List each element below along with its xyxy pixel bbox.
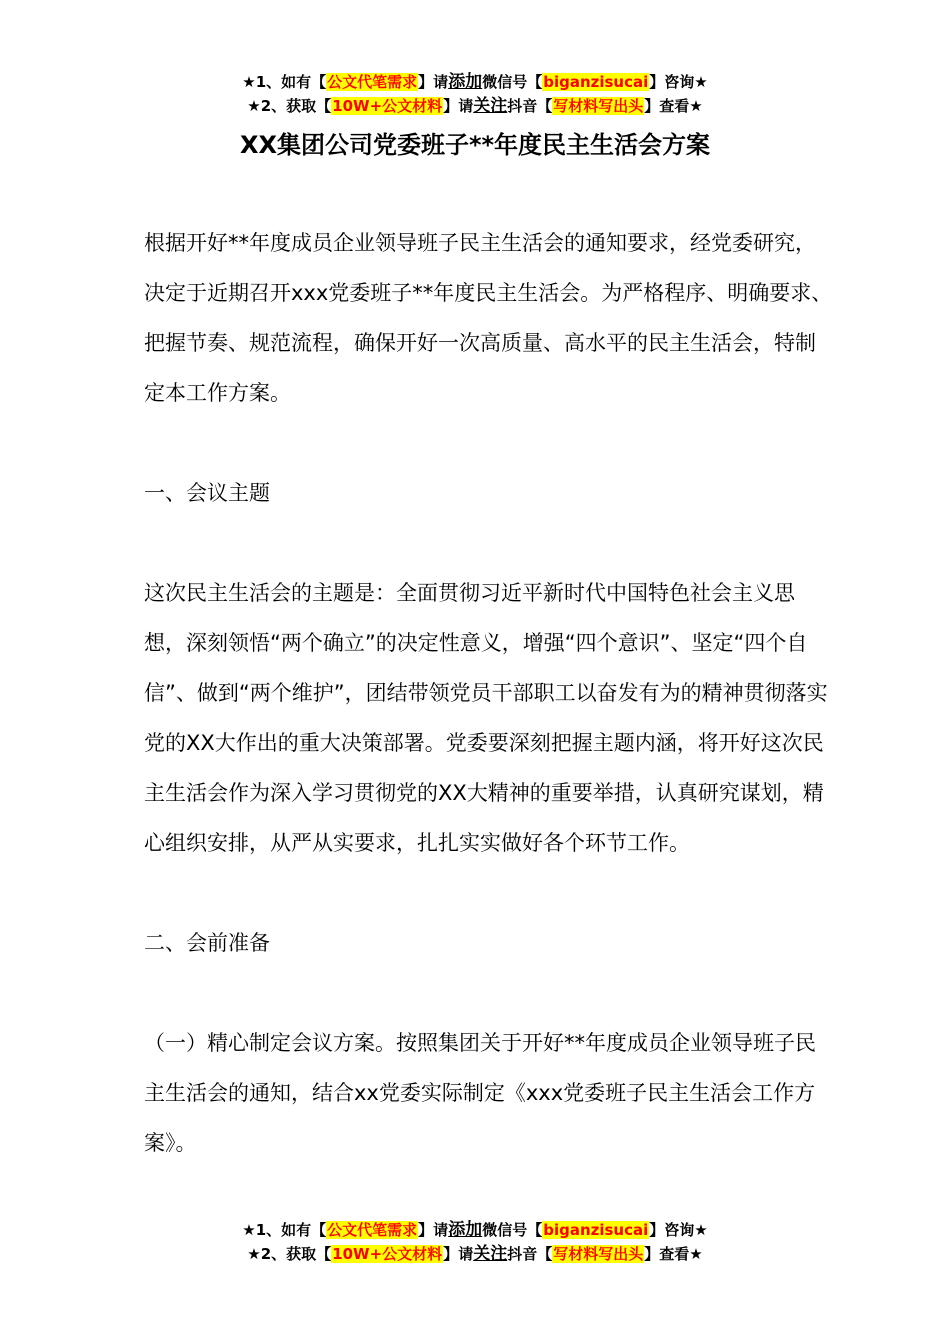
banner-text: 】请 <box>418 1221 449 1239</box>
banner-line-2 <box>0 94 950 118</box>
header-banner <box>0 70 950 118</box>
section-body-theme: 这次民主生活会的主题是：全面贯彻习近平新时代中国特色社会主义思想，深刻领悟“两个确立”的决定性意义，增强“四个意识”、坚定“四个自信”、做到“两个维护”，团结带领党员干部职工以奋发有为的精神贯彻落实党的XX大作出的重大决策部署。党委要深刻把握主题内涵，将开好这次民主生活会作为深入学习贯彻党的XX大精神的重要举措，认真研究谋划，精心组织安排，从严从实要求，扎扎实实做好各个环节工作。 <box>144 581 828 855</box>
banner-text: 】请 <box>418 73 449 91</box>
section-item-plan: （一）精心制定会议方案。按照集团关于开好**年度成员企业领导班子民主生活会的通知，结合xx党委实际制定《xxx党委班子民主生活会工作方案》。 <box>144 1031 816 1155</box>
emphasis-add: 添加 <box>448 1220 483 1240</box>
emphasis-follow: 关注 <box>473 96 508 116</box>
banner-text: 】请 <box>443 1245 474 1263</box>
banner-text: 】咨询★ <box>649 1221 708 1239</box>
banner-line-2 <box>0 1242 950 1266</box>
section-heading-theme: 一、会议主题 <box>144 481 270 505</box>
document-title: XX集团公司党委班子**年度民主生活会方案 <box>239 131 711 159</box>
banner-line-1 <box>0 70 950 94</box>
highlight-materials: 10W+公文材料 <box>332 1245 443 1263</box>
banner-text: 微信号【 <box>482 73 543 91</box>
banner-text: ★1、如有【 <box>242 1221 327 1239</box>
banner-text: ★2、获取【 <box>247 97 332 115</box>
highlight-service: 公文代笔需求 <box>327 73 418 91</box>
paragraph-gap <box>144 418 834 468</box>
banner-text: 】请 <box>443 97 474 115</box>
banner-text: 抖音【 <box>507 1245 553 1263</box>
banner-text: 】查看★ <box>644 1245 703 1263</box>
section-heading-preparation: 二、会前准备 <box>144 931 270 955</box>
highlight-service: 公文代笔需求 <box>327 1221 418 1239</box>
document-body <box>144 218 834 1168</box>
banner-text: 】查看★ <box>644 97 703 115</box>
highlight-douyin-account: 写材料写出头 <box>553 97 644 115</box>
paragraph-gap <box>144 868 834 918</box>
highlight-wechat-id: biganzisucai <box>543 73 649 91</box>
intro-paragraph: 根据开好**年度成员企业领导班子民主生活会的通知要求，经党委研究，决定于近期召开xxx党委班子**年度民主生活会。为严格程序、明确要求、把握节奏、规范流程，确保开好一次高质量、高水平的民主生活会，特制定本工作方案。 <box>144 231 833 405</box>
paragraph-gap <box>144 968 834 1018</box>
banner-text: ★1、如有【 <box>242 73 327 91</box>
emphasis-follow: 关注 <box>473 1244 508 1264</box>
paragraph-gap <box>144 518 834 568</box>
emphasis-add: 添加 <box>448 72 483 92</box>
banner-text: 】咨询★ <box>649 73 708 91</box>
footer-banner <box>0 1218 950 1266</box>
banner-text: ★2、获取【 <box>247 1245 332 1263</box>
banner-text: 微信号【 <box>482 1221 543 1239</box>
banner-text: 抖音【 <box>507 97 553 115</box>
highlight-materials: 10W+公文材料 <box>332 97 443 115</box>
highlight-wechat-id: biganzisucai <box>543 1221 649 1239</box>
banner-line-1 <box>0 1218 950 1242</box>
highlight-douyin-account: 写材料写出头 <box>553 1245 644 1263</box>
